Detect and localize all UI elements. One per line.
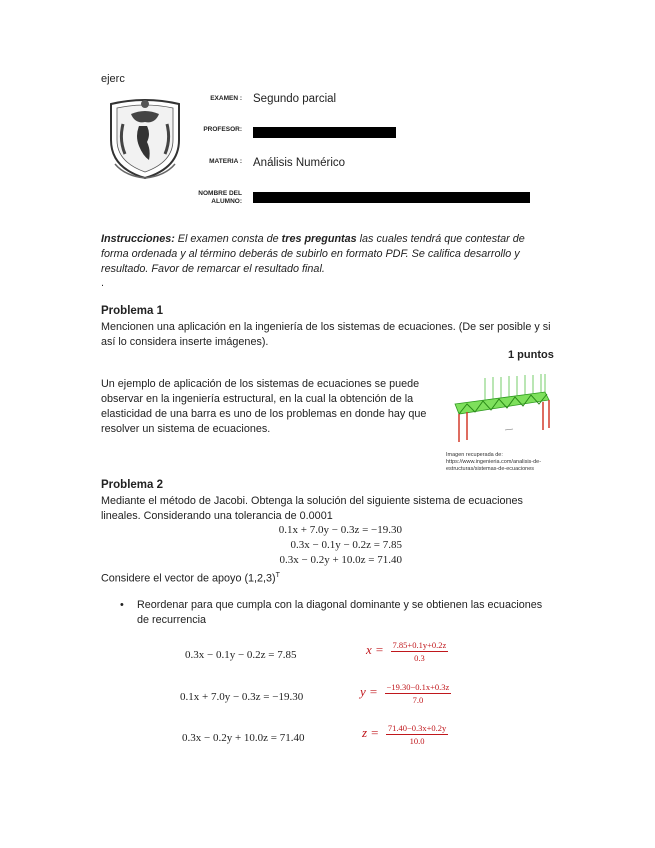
support-vector	[101, 568, 280, 587]
bullet-icon: •	[120, 599, 124, 611]
image-caption: Imagen recuperada de: https://www.ingenieria.com/analisis-de-estructuras/sistemas-de-ecuaciones	[446, 452, 542, 472]
instructions-label: Instrucciones:	[101, 233, 175, 245]
problem2-statement: Mediante el método de Jacobi. Obtenga la solución del siguiente sistema de ecuaciones lineales. Considerando una tolerancia de 0.0001	[101, 495, 523, 522]
support-vector-sup: T	[275, 572, 280, 579]
document-label: ejerc	[101, 73, 125, 85]
problem1-points: 1 puntos	[508, 349, 554, 361]
bullet-text: Reordenar para que cumpla con la diagonal dominante y se obtienen las ecuaciones de recurrencia	[137, 599, 543, 626]
problem1-answer: Un ejemplo de aplicación de los sistemas de ecuaciones se puede observar en la ingeniería estructural, en la cual la obtención de la elasticidad de una barra es uno de los problemas en donde hay que resolver un sistema de ecuaciones.	[101, 378, 427, 435]
examen-label: EXAMEN :	[210, 95, 242, 102]
recurrence-x-var: x =	[366, 642, 384, 658]
university-seal-icon	[105, 94, 185, 180]
profesor-label: PROFESOR:	[203, 126, 242, 133]
materia-value: Análisis Numérico	[253, 157, 346, 169]
recurrence-z-num: 71.40−0.3x+0.2y	[387, 723, 447, 733]
instructions-dot: .	[101, 277, 104, 289]
recurrence-y-num: −19.30−0.1x+0.3z	[386, 682, 450, 692]
reordered-eq-1: 0.3x − 0.1y − 0.2z = 7.85	[185, 649, 297, 661]
alumno-label-line2: ALUMNO:	[211, 198, 242, 205]
instructions-text-1: El examen consta de	[174, 233, 282, 245]
system-eq-2: 0.3x − 0.1y − 0.2z = 7.85	[290, 539, 402, 551]
problem2-title: Problema 2	[101, 479, 163, 491]
problem1-title: Problema 1	[101, 305, 163, 317]
reordered-eq-3: 0.3x − 0.2y + 10.0z = 71.40	[182, 732, 305, 744]
materia-label: MATERIA :	[209, 158, 242, 165]
examen-value: Segundo parcial	[253, 93, 337, 105]
recurrence-y-den: 7.0	[412, 695, 424, 705]
system-eq-1: 0.1x + 7.0y − 0.3z = −19.30	[278, 524, 402, 536]
structure-image	[445, 374, 557, 449]
instructions-bold: tres preguntas	[281, 233, 357, 245]
reordered-eq-2: 0.1x + 7.0y − 0.3z = −19.30	[180, 691, 304, 703]
recurrence-z	[362, 723, 448, 746]
alumno-label	[172, 190, 242, 206]
recurrence-z-den: 10.0	[409, 736, 425, 746]
recurrence-x-den: 0.3	[414, 653, 425, 663]
system-eq-3: 0.3x − 0.2y + 10.0z = 71.40	[279, 554, 402, 566]
instructions-text-2: las cuales tendrá que contestar de forma ordenada y al término deberás de subirlo en formato PDF. Se califica desarrollo y resultado. Favor de remarcar el resultado final.	[101, 233, 525, 275]
linear-system	[258, 523, 402, 568]
recurrence-y-var: y =	[360, 684, 378, 700]
recurrence-x	[366, 640, 448, 663]
alumno-redaction	[253, 192, 530, 203]
instructions	[101, 232, 541, 277]
problem1-statement: Mencionen una aplicación en la ingeniería de los sistemas de ecuaciones. (De ser posible y si así lo considera inserte imágenes).	[101, 321, 551, 348]
alumno-label-line1: NOMBRE DEL	[198, 190, 242, 197]
recurrence-y	[360, 682, 451, 705]
recurrence-x-num: 7.85+0.1y+0.2z	[392, 640, 447, 650]
profesor-redaction	[253, 127, 396, 138]
recurrence-z-var: z =	[362, 725, 380, 741]
support-vector-text: Considere el vector de apoyo (1,2,3)	[101, 572, 276, 585]
